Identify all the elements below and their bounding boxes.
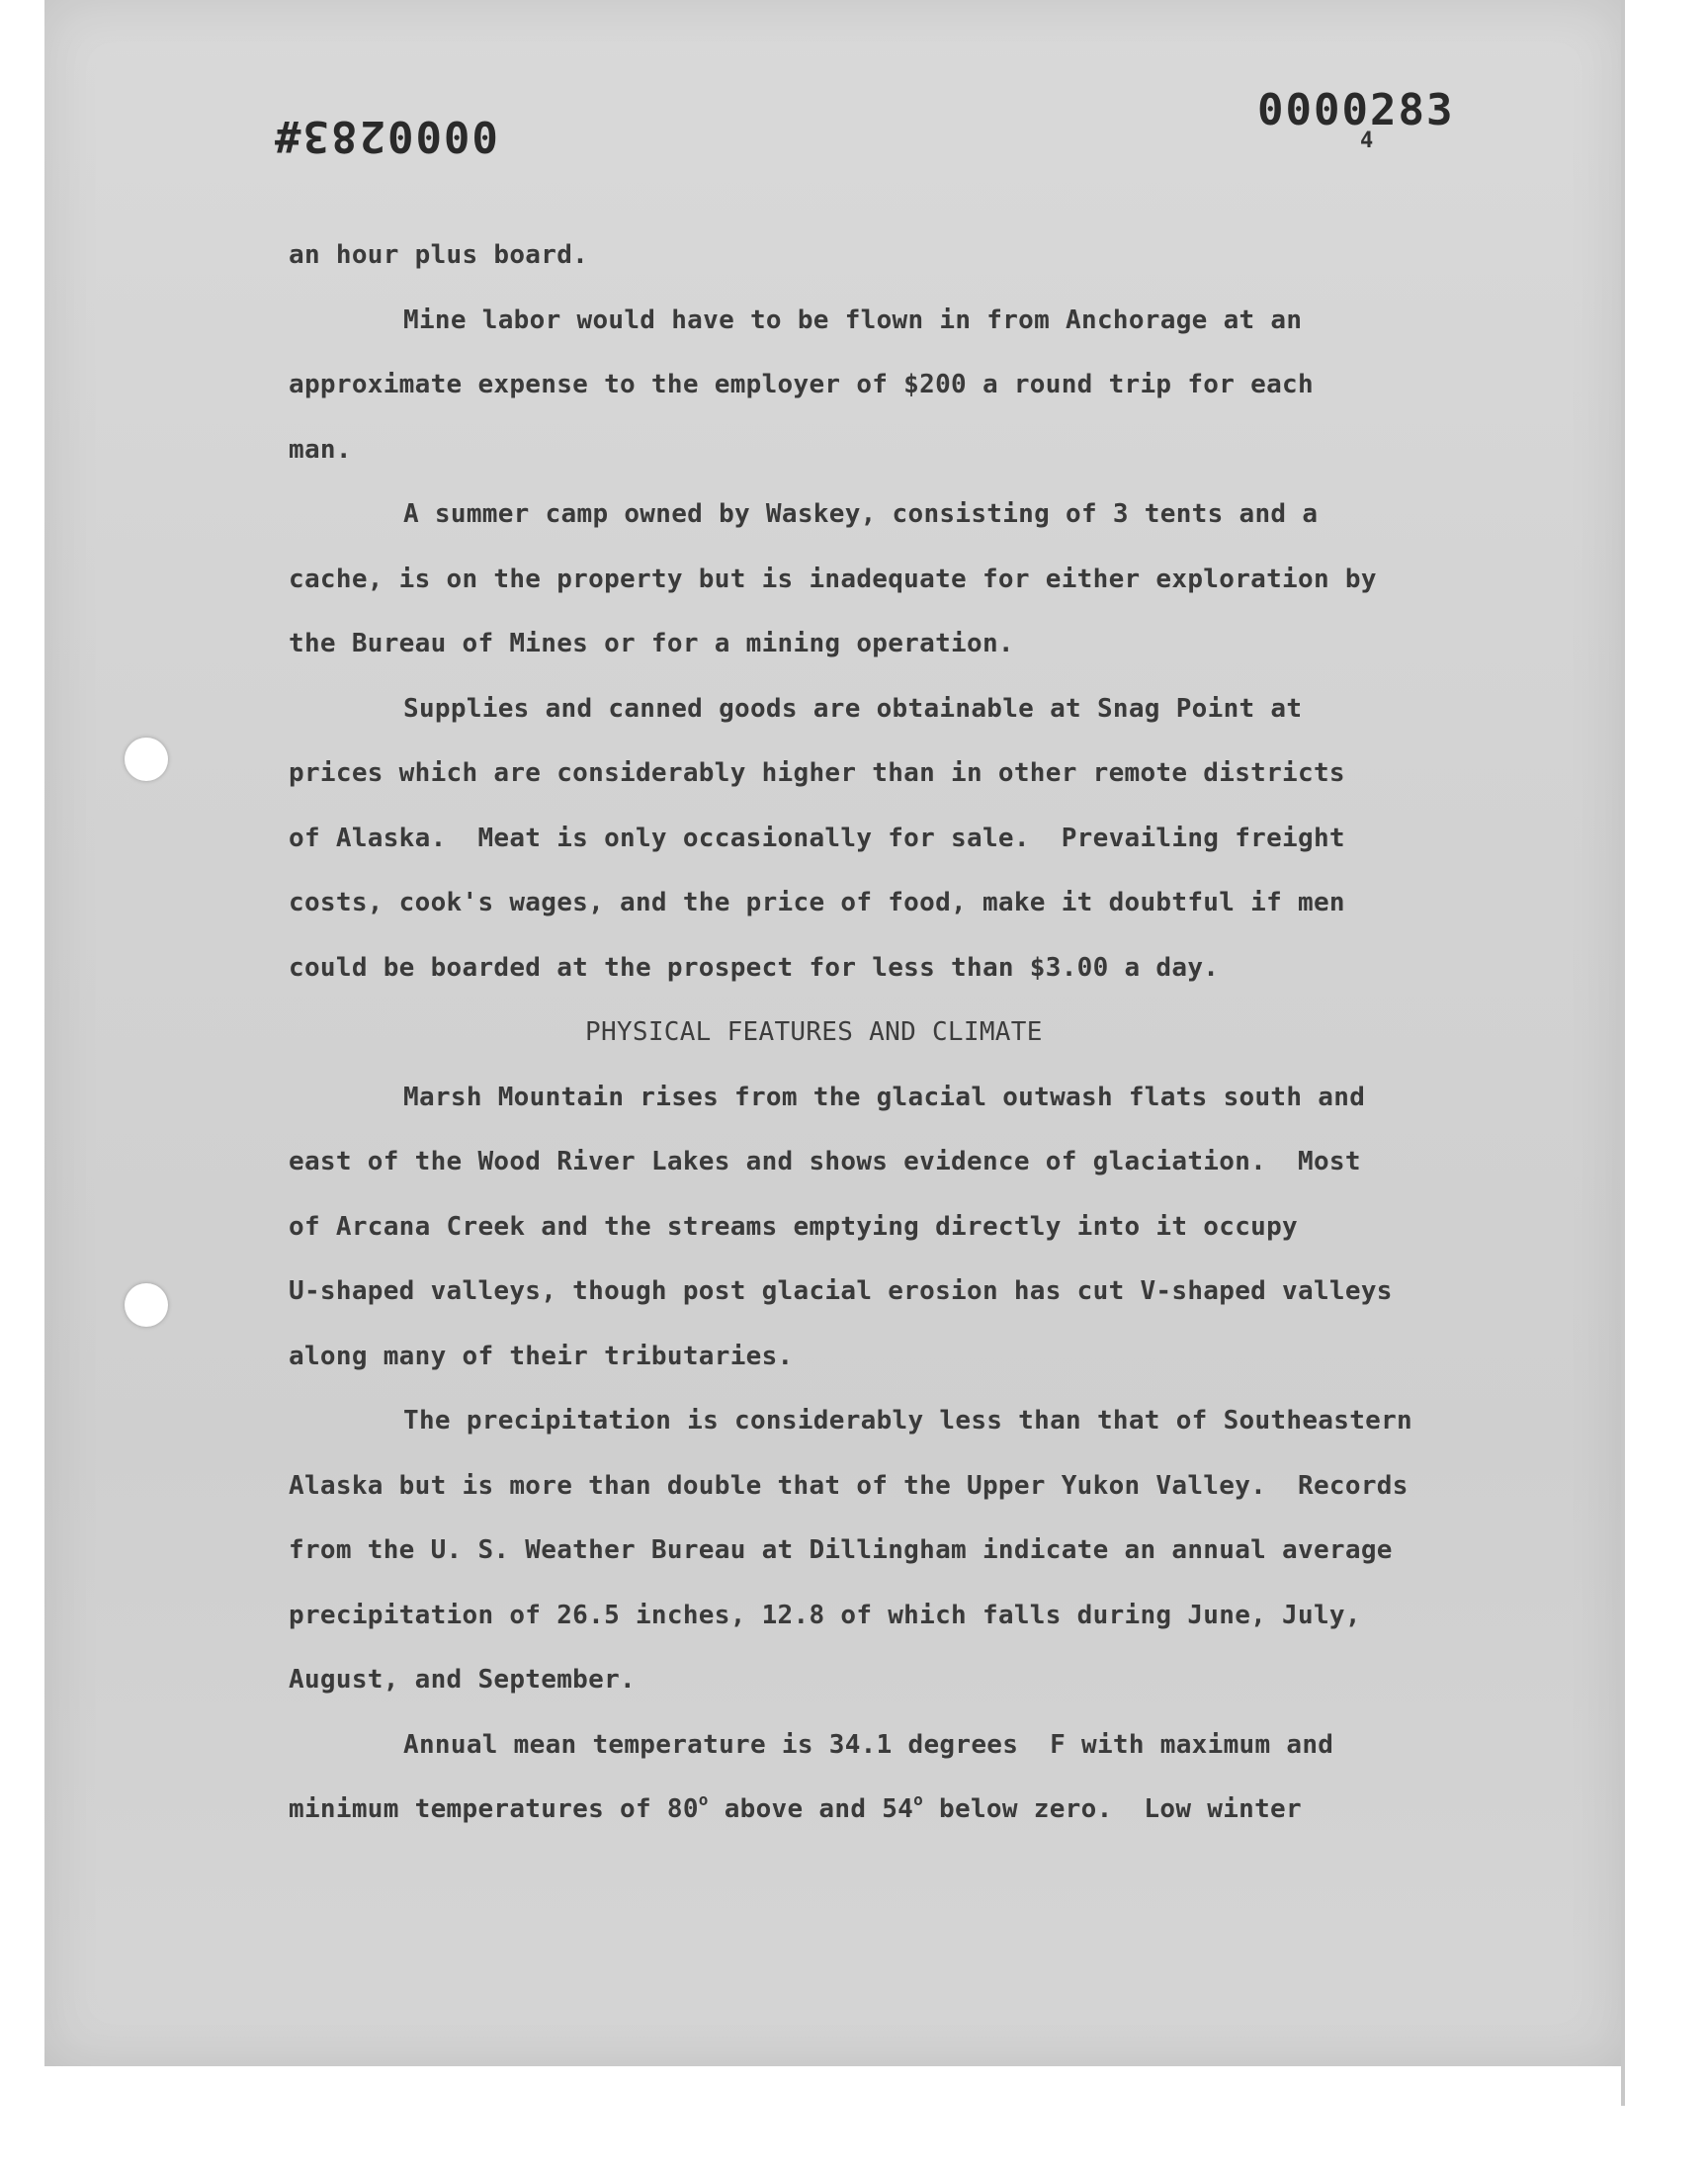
text-line: along many of their tributaries. [289, 1341, 794, 1371]
text-line: approximate expense to the employer of $200 a round trip for each [289, 370, 1314, 399]
degree-symbol: o [698, 1790, 709, 1809]
text-line: U-shaped valleys, though post glacial erosion has cut V-shaped valleys [289, 1276, 1393, 1306]
page-number: 4 [1360, 129, 1374, 153]
paragraph-start: Marsh Mountain rises from the glacial outwash flats south and [403, 1082, 1366, 1112]
text-line: of Alaska. Meat is only occasionally for sale. Prevailing freight [289, 823, 1345, 853]
text-line-with-degrees [289, 1778, 1475, 1843]
punch-hole-bottom [125, 1283, 168, 1327]
text-line: precipitation of 26.5 inches, 12.8 of which falls during June, July, [289, 1600, 1361, 1630]
paragraph-start: A summer camp owned by Waskey, consisting of 3 tents and a [403, 499, 1319, 529]
text-line: could be boarded at the prospect for less than $3.00 a day. [289, 952, 1220, 983]
text-line: prices which are considerably higher than in other remote districts [289, 758, 1345, 788]
degree-symbol: o [913, 1790, 924, 1809]
body-text [289, 223, 1475, 1843]
page-edge [1621, 0, 1625, 2106]
text-line: Alaska but is more than double that of the Upper Yukon Valley. Records [289, 1470, 1409, 1501]
text-line: east of the Wood River Lakes and shows evidence of glaciation. Most [289, 1147, 1361, 1176]
punch-hole-top [125, 738, 168, 781]
document-stamp-inverted: 0000283# [273, 111, 498, 161]
text-line: costs, cook's wages, and the price of food, make it doubtful if men [289, 888, 1345, 917]
text-fragment: above and 54 [708, 1794, 914, 1824]
text-line: man. [289, 434, 352, 465]
text-fragment: minimum temperatures of 80 [289, 1794, 699, 1824]
text-line: from the U. S. Weather Bureau at Dillingham indicate an annual average [289, 1535, 1393, 1565]
paragraph-start: Annual mean temperature is 34.1 degrees F with maximum and [403, 1729, 1334, 1760]
paragraph-start: Mine labor would have to be flown in from Anchorage at an [403, 304, 1303, 335]
text-line: the Bureau of Mines or for a mining operation. [289, 629, 1014, 658]
text-line: of Arcana Creek and the streams emptying directly into it occupy [289, 1211, 1299, 1242]
text-line: cache, is on the property but is inadequate for either exploration by [289, 564, 1377, 594]
text-line: an hour plus board. [289, 240, 589, 270]
text-fragment: below zero. Low winter [923, 1794, 1302, 1824]
paragraph-start: Supplies and canned goods are obtainable at Snag Point at [403, 693, 1303, 724]
text-line: August, and September. [289, 1665, 636, 1695]
section-heading: PHYSICAL FEATURES AND CLIMATE [585, 1017, 1043, 1047]
document-stamp: 0000283 [1257, 85, 1455, 135]
paragraph-start: The precipitation is considerably less than that of Southeastern [403, 1406, 1413, 1436]
